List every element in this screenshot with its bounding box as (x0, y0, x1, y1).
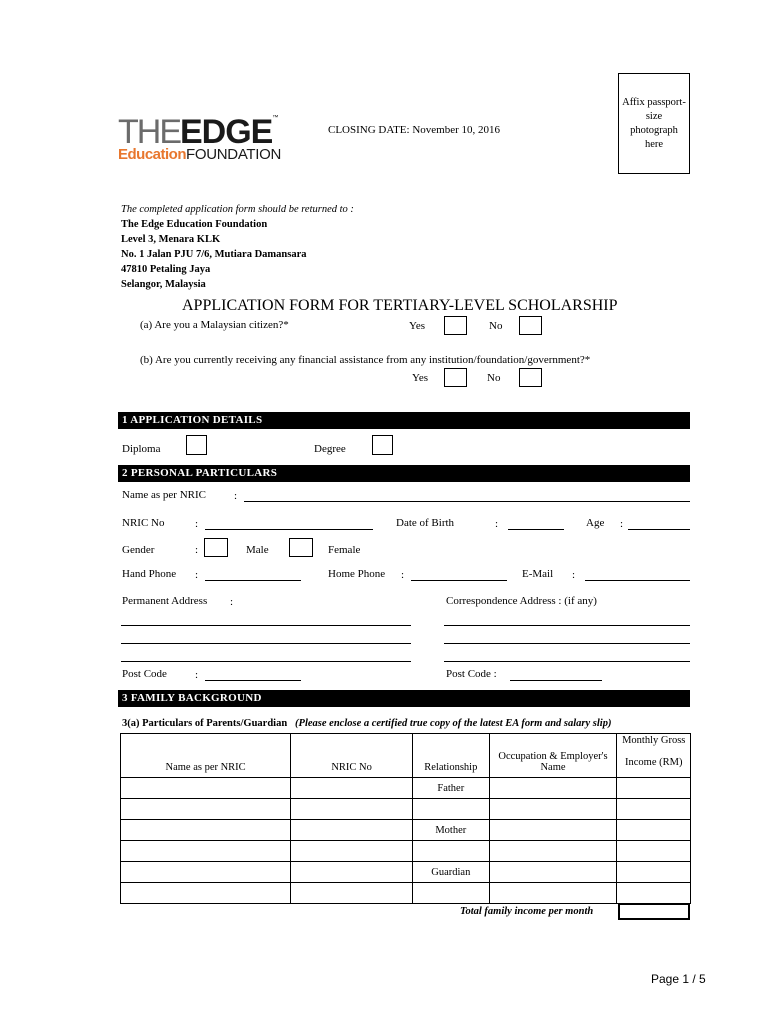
nric-input[interactable] (205, 529, 373, 530)
mother-name-cell[interactable] (121, 820, 291, 841)
section-3a-note: (Please enclose a certified true copy of the latest EA form and salary slip) (295, 718, 612, 729)
closing-date: CLOSING DATE: November 10, 2016 (328, 124, 501, 136)
guardian-income-cell-2[interactable] (617, 883, 691, 904)
email-input[interactable] (585, 580, 690, 581)
total-income-input[interactable] (618, 903, 690, 920)
photo-box (618, 73, 690, 174)
blank-cell (413, 883, 490, 904)
diploma-label: Diploma (122, 443, 161, 455)
table-row (121, 820, 691, 841)
male-checkbox[interactable] (204, 538, 228, 557)
nric-colon: : (195, 518, 199, 530)
perm-address-line-1[interactable] (121, 625, 411, 626)
logo-the: THE (118, 113, 180, 151)
guardian-nric-cell-2[interactable] (291, 883, 413, 904)
corr-address-line-1[interactable] (444, 625, 690, 626)
table-row (121, 841, 691, 862)
question-b-yes-checkbox[interactable] (444, 368, 467, 387)
table-row (121, 862, 691, 883)
father-name-cell[interactable] (121, 778, 291, 799)
guardian-name-cell-2[interactable] (121, 883, 291, 904)
post-code-label: Post Code (122, 668, 167, 680)
mother-nric-cell-2[interactable] (291, 841, 413, 862)
photo-box-line2: size (645, 111, 663, 122)
father-occupation-cell[interactable] (489, 778, 617, 799)
mother-name-cell-2[interactable] (121, 841, 291, 862)
diploma-checkbox[interactable] (186, 435, 207, 455)
question-a-yes-checkbox[interactable] (444, 316, 467, 335)
post-code-input[interactable] (205, 680, 301, 681)
father-occupation-cell-2[interactable] (489, 799, 617, 820)
mother-income-cell-2[interactable] (617, 841, 691, 862)
photo-box-line1: Affix passport- (622, 97, 686, 108)
logo-edge: EDGE (180, 113, 273, 151)
header-income-line2: Income (RM) (625, 757, 683, 768)
header-nric: NRIC No (291, 734, 413, 778)
return-intro: The completed application form should be returned to : (121, 204, 354, 215)
question-a-no-checkbox[interactable] (519, 316, 542, 335)
mother-occupation-cell[interactable] (489, 820, 617, 841)
section-2-bar: 2 PERSONAL PARTICULARS (118, 465, 690, 482)
nric-label: NRIC No (122, 517, 165, 529)
dob-label: Date of Birth (396, 517, 455, 529)
hand-phone-label: Hand Phone (122, 568, 177, 580)
section-3-bar: 3 FAMILY BACKGROUND (118, 690, 690, 707)
guardian-income-cell[interactable] (617, 862, 691, 883)
question-a: (a) Are you a Malaysian citizen?* (140, 319, 289, 331)
form-title: APPLICATION FORM FOR TERTIARY-LEVEL SCHOLARSHIP (182, 297, 618, 314)
mother-nric-cell[interactable] (291, 820, 413, 841)
header-income-line1: Monthly Gross (622, 735, 686, 746)
logo: THEEDGE™ EducationFOUNDATION (118, 113, 282, 163)
question-a-no-label: No (489, 320, 503, 332)
logo-foundation: FOUNDATION (186, 146, 282, 163)
photo-box-line3: photograph (630, 125, 678, 136)
hand-phone-input[interactable] (205, 580, 301, 581)
header-name: Name as per NRIC (121, 734, 291, 778)
degree-checkbox[interactable] (372, 435, 393, 455)
return-line-1: The Edge Education Foundation (121, 219, 268, 230)
blank-cell (413, 799, 490, 820)
question-b-no-checkbox[interactable] (519, 368, 542, 387)
age-input[interactable] (628, 529, 690, 530)
return-line-3: No. 1 Jalan PJU 7/6, Mutiara Damansara (121, 249, 307, 260)
perm-address-label: Permanent Address (122, 595, 208, 607)
female-label: Female (328, 544, 361, 556)
father-income-cell-2[interactable] (617, 799, 691, 820)
name-label: Name as per NRIC (122, 489, 207, 501)
relation-father: Father (413, 778, 490, 799)
header-occupation-line1: Occupation & Employer's (498, 751, 608, 762)
table-row (121, 883, 691, 904)
perm-address-line-3[interactable] (121, 661, 411, 662)
hand-phone-colon: : (195, 569, 199, 581)
gender-label: Gender (122, 544, 155, 556)
page-number: Page 1 / 5 (651, 972, 706, 986)
header-relationship: Relationship (413, 734, 490, 778)
header-income (617, 734, 691, 778)
father-nric-cell[interactable] (291, 778, 413, 799)
total-income-label: Total family income per month (460, 906, 594, 917)
post-code-2-input[interactable] (510, 680, 602, 681)
father-name-cell-2[interactable] (121, 799, 291, 820)
section-3a-title: 3(a) Particulars of Parents/Guardian (122, 718, 288, 729)
relation-mother: Mother (413, 820, 490, 841)
table-row (121, 778, 691, 799)
email-colon: : (572, 569, 576, 581)
question-b-yes-label: Yes (412, 372, 429, 384)
section-1-bar: 1 APPLICATION DETAILS (118, 412, 690, 429)
guardian-occupation-cell[interactable] (489, 862, 617, 883)
age-colon: : (620, 518, 624, 530)
home-phone-colon: : (401, 569, 405, 581)
guardian-nric-cell[interactable] (291, 862, 413, 883)
guardian-occupation-cell-2[interactable] (489, 883, 617, 904)
dob-colon: : (495, 518, 499, 530)
male-label: Male (246, 544, 269, 556)
name-colon: : (234, 490, 238, 502)
return-line-2: Level 3, Menara KLK (121, 234, 221, 245)
gender-colon: : (195, 544, 199, 556)
perm-address-colon: : (230, 596, 234, 608)
age-label: Age (586, 517, 605, 529)
mother-occupation-cell-2[interactable] (489, 841, 617, 862)
question-b: (b) Are you currently receiving any financial assistance from any institution/foundation/government?* (140, 354, 591, 366)
mother-income-cell[interactable] (617, 820, 691, 841)
post-code-colon: : (195, 669, 199, 681)
family-table (120, 733, 691, 904)
corr-address-label: Correspondence Address : (if any) (446, 595, 597, 607)
female-checkbox[interactable] (289, 538, 313, 557)
home-phone-label: Home Phone (328, 568, 386, 580)
question-b-no-label: No (487, 372, 501, 384)
return-line-5: Selangor, Malaysia (121, 279, 206, 290)
blank-cell (413, 841, 490, 862)
logo-education: Education (118, 146, 187, 163)
dob-input[interactable] (508, 529, 564, 530)
guardian-name-cell[interactable] (121, 862, 291, 883)
header-occupation-line2: Name (540, 762, 566, 773)
father-income-cell[interactable] (617, 778, 691, 799)
corr-address-line-2[interactable] (444, 643, 690, 644)
perm-address-line-2[interactable] (121, 643, 411, 644)
relation-guardian: Guardian (413, 862, 490, 883)
degree-label: Degree (314, 443, 346, 455)
post-code-2-label: Post Code : (446, 668, 497, 680)
father-nric-cell-2[interactable] (291, 799, 413, 820)
header-occupation (489, 734, 617, 778)
section-3a-heading (122, 718, 611, 729)
email-label: E-Mail (522, 568, 554, 580)
home-phone-input[interactable] (411, 580, 507, 581)
return-line-4: 47810 Petaling Jaya (121, 264, 211, 275)
corr-address-line-3[interactable] (444, 661, 690, 662)
photo-box-line4: here (644, 139, 664, 150)
table-row (121, 799, 691, 820)
name-input[interactable] (244, 501, 690, 502)
question-a-yes-label: Yes (409, 320, 426, 332)
